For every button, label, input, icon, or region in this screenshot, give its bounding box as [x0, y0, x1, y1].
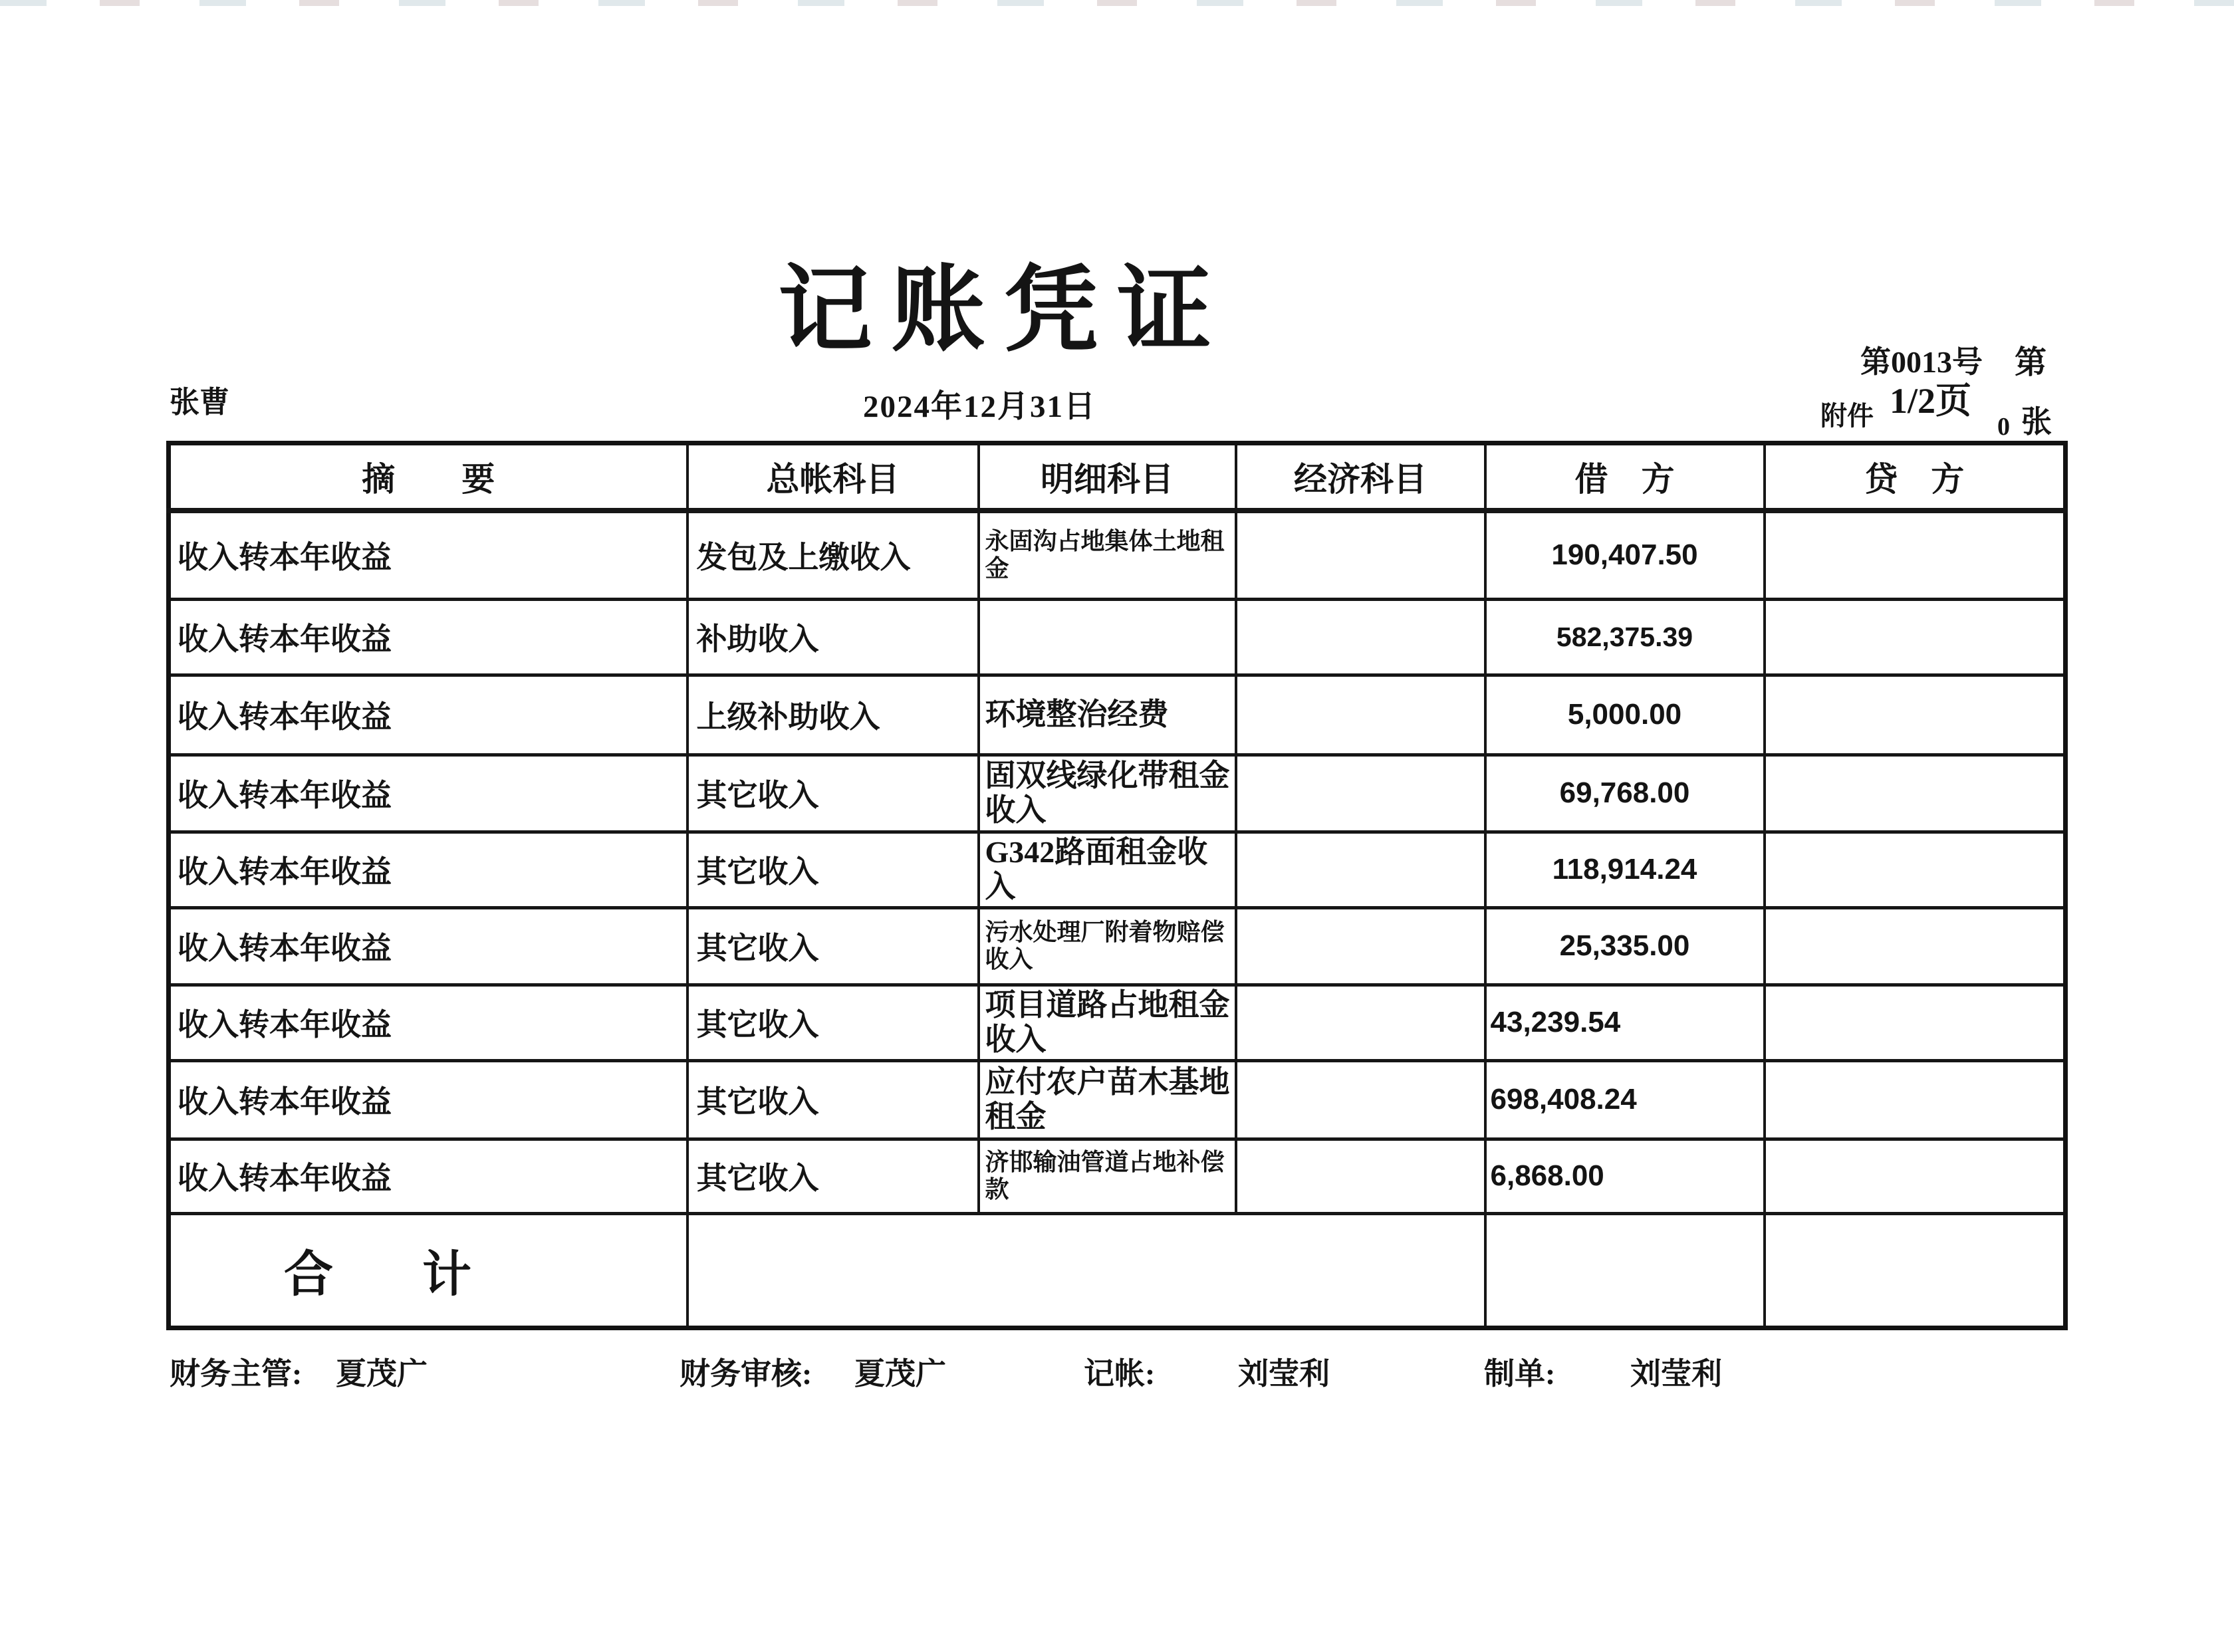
- total-merged-cell: [687, 1213, 1485, 1328]
- table-header-row: [169, 443, 2066, 511]
- voucher-maker-label: 制单:: [1484, 1357, 1556, 1391]
- economic-cell: [1236, 511, 1485, 599]
- sheet-unit-label: 张: [2021, 405, 2052, 439]
- ledger-cell: 其它收入: [687, 755, 979, 832]
- debit-cell: 6,868.00: [1485, 1139, 1765, 1213]
- credit-cell: [1765, 1060, 2066, 1139]
- total-debit-cell: [1485, 1213, 1765, 1328]
- sheet-prefix-label: 第: [2015, 345, 2047, 380]
- table-row: [169, 907, 2066, 985]
- table-row: [169, 832, 2066, 907]
- credit-cell: [1765, 907, 2066, 985]
- credit-cell: [1765, 511, 2066, 599]
- ledger-cell: 其它收入: [687, 907, 979, 985]
- table-row: [169, 755, 2066, 832]
- total-label-cell: 合 计: [169, 1213, 687, 1328]
- detail-cell: 永固沟占地集体土地租金: [979, 511, 1236, 599]
- attachment-pages: 1/2页: [1890, 381, 1972, 421]
- debit-cell: 698,408.24: [1485, 1060, 1765, 1139]
- detail-cell: 环境整治经费: [979, 675, 1236, 755]
- debit-cell: 69,768.00: [1485, 755, 1765, 832]
- finance-auditor-name: 夏茂广: [854, 1357, 946, 1391]
- finance-auditor-label: 财务审核:: [680, 1357, 812, 1391]
- summary-cell: 收入转本年收益: [169, 985, 687, 1060]
- col-header-summary: 摘 要: [169, 443, 687, 511]
- table-row: [169, 1060, 2066, 1139]
- debit-cell: 43,239.54: [1485, 985, 1765, 1060]
- col-header-ledger: 总帐科目: [687, 443, 979, 511]
- credit-cell: [1765, 985, 2066, 1060]
- attachment-label: 附件: [1820, 401, 1874, 431]
- voucher-number: 第0013号: [1860, 345, 1983, 379]
- total-credit-cell: [1765, 1213, 2066, 1328]
- ledger-cell: 其它收入: [687, 985, 979, 1060]
- debit-cell: 5,000.00: [1485, 675, 1765, 755]
- debit-cell: 582,375.39: [1485, 599, 1765, 675]
- table-row: [169, 985, 2066, 1060]
- ledger-cell: 其它收入: [687, 1060, 979, 1139]
- economic-cell: [1236, 675, 1485, 755]
- summary-cell: 收入转本年收益: [169, 1139, 687, 1213]
- voucher-maker-name: 刘莹利: [1630, 1357, 1722, 1391]
- economic-cell: [1236, 755, 1485, 832]
- debit-cell: 190,407.50: [1485, 511, 1765, 599]
- bookkeeper-name: 刘莹利: [1238, 1357, 1330, 1391]
- table-row: [169, 675, 2066, 755]
- credit-cell: [1765, 1139, 2066, 1213]
- detail-cell: 项目道路占地租金收入: [979, 985, 1236, 1060]
- voucher-table: [166, 441, 2068, 1330]
- page-title: 记账凭证: [778, 258, 1230, 363]
- table-row: [169, 1139, 2066, 1213]
- economic-cell: [1236, 907, 1485, 985]
- ledger-cell: 发包及上缴收入: [687, 511, 979, 599]
- summary-cell: 收入转本年收益: [169, 675, 687, 755]
- economic-cell: [1236, 1139, 1485, 1213]
- ledger-cell: 其它收入: [687, 1139, 979, 1213]
- credit-cell: [1765, 599, 2066, 675]
- detail-cell: 污水处理厂附着物赔偿收入: [979, 907, 1236, 985]
- ledger-cell: 上级补助收入: [687, 675, 979, 755]
- col-header-credit: 贷 方: [1765, 443, 2066, 511]
- economic-cell: [1236, 1060, 1485, 1139]
- detail-cell: 固双线绿化带租金收入: [979, 755, 1236, 832]
- finance-director-name: 夏茂广: [336, 1357, 428, 1391]
- economic-cell: [1236, 599, 1485, 675]
- summary-cell: 收入转本年收益: [169, 1060, 687, 1139]
- total-row: [169, 1213, 2066, 1328]
- summary-cell: 收入转本年收益: [169, 907, 687, 985]
- detail-cell: [979, 599, 1236, 675]
- detail-cell: 应付农户苗木基地租金: [979, 1060, 1236, 1139]
- col-header-economic: 经济科目: [1236, 443, 1485, 511]
- summary-cell: 收入转本年收益: [169, 755, 687, 832]
- detail-cell: 济邯输油管道占地补偿款: [979, 1139, 1236, 1213]
- credit-cell: [1765, 675, 2066, 755]
- summary-cell: 收入转本年收益: [169, 599, 687, 675]
- attachment-count: 0: [1997, 413, 2010, 441]
- credit-cell: [1765, 755, 2066, 832]
- voucher-date: 2024年12月31日: [863, 390, 1096, 424]
- summary-cell: 收入转本年收益: [169, 832, 687, 907]
- debit-cell: 118,914.24: [1485, 832, 1765, 907]
- finance-director-label: 财务主管:: [170, 1357, 303, 1391]
- scan-artifact-edge: [0, 0, 2234, 6]
- debit-cell: 25,335.00: [1485, 907, 1765, 985]
- economic-cell: [1236, 985, 1485, 1060]
- table-row: [169, 599, 2066, 675]
- preparer-name: 张曹: [170, 386, 230, 419]
- detail-cell: G342路面租金收入: [979, 832, 1236, 907]
- credit-cell: [1765, 832, 2066, 907]
- ledger-cell: 补助收入: [687, 599, 979, 675]
- bookkeeper-label: 记帐:: [1084, 1357, 1156, 1391]
- summary-cell: 收入转本年收益: [169, 511, 687, 599]
- col-header-detail: 明细科目: [979, 443, 1236, 511]
- ledger-cell: 其它收入: [687, 832, 979, 907]
- col-header-debit: 借 方: [1485, 443, 1765, 511]
- economic-cell: [1236, 832, 1485, 907]
- table-row: [169, 511, 2066, 599]
